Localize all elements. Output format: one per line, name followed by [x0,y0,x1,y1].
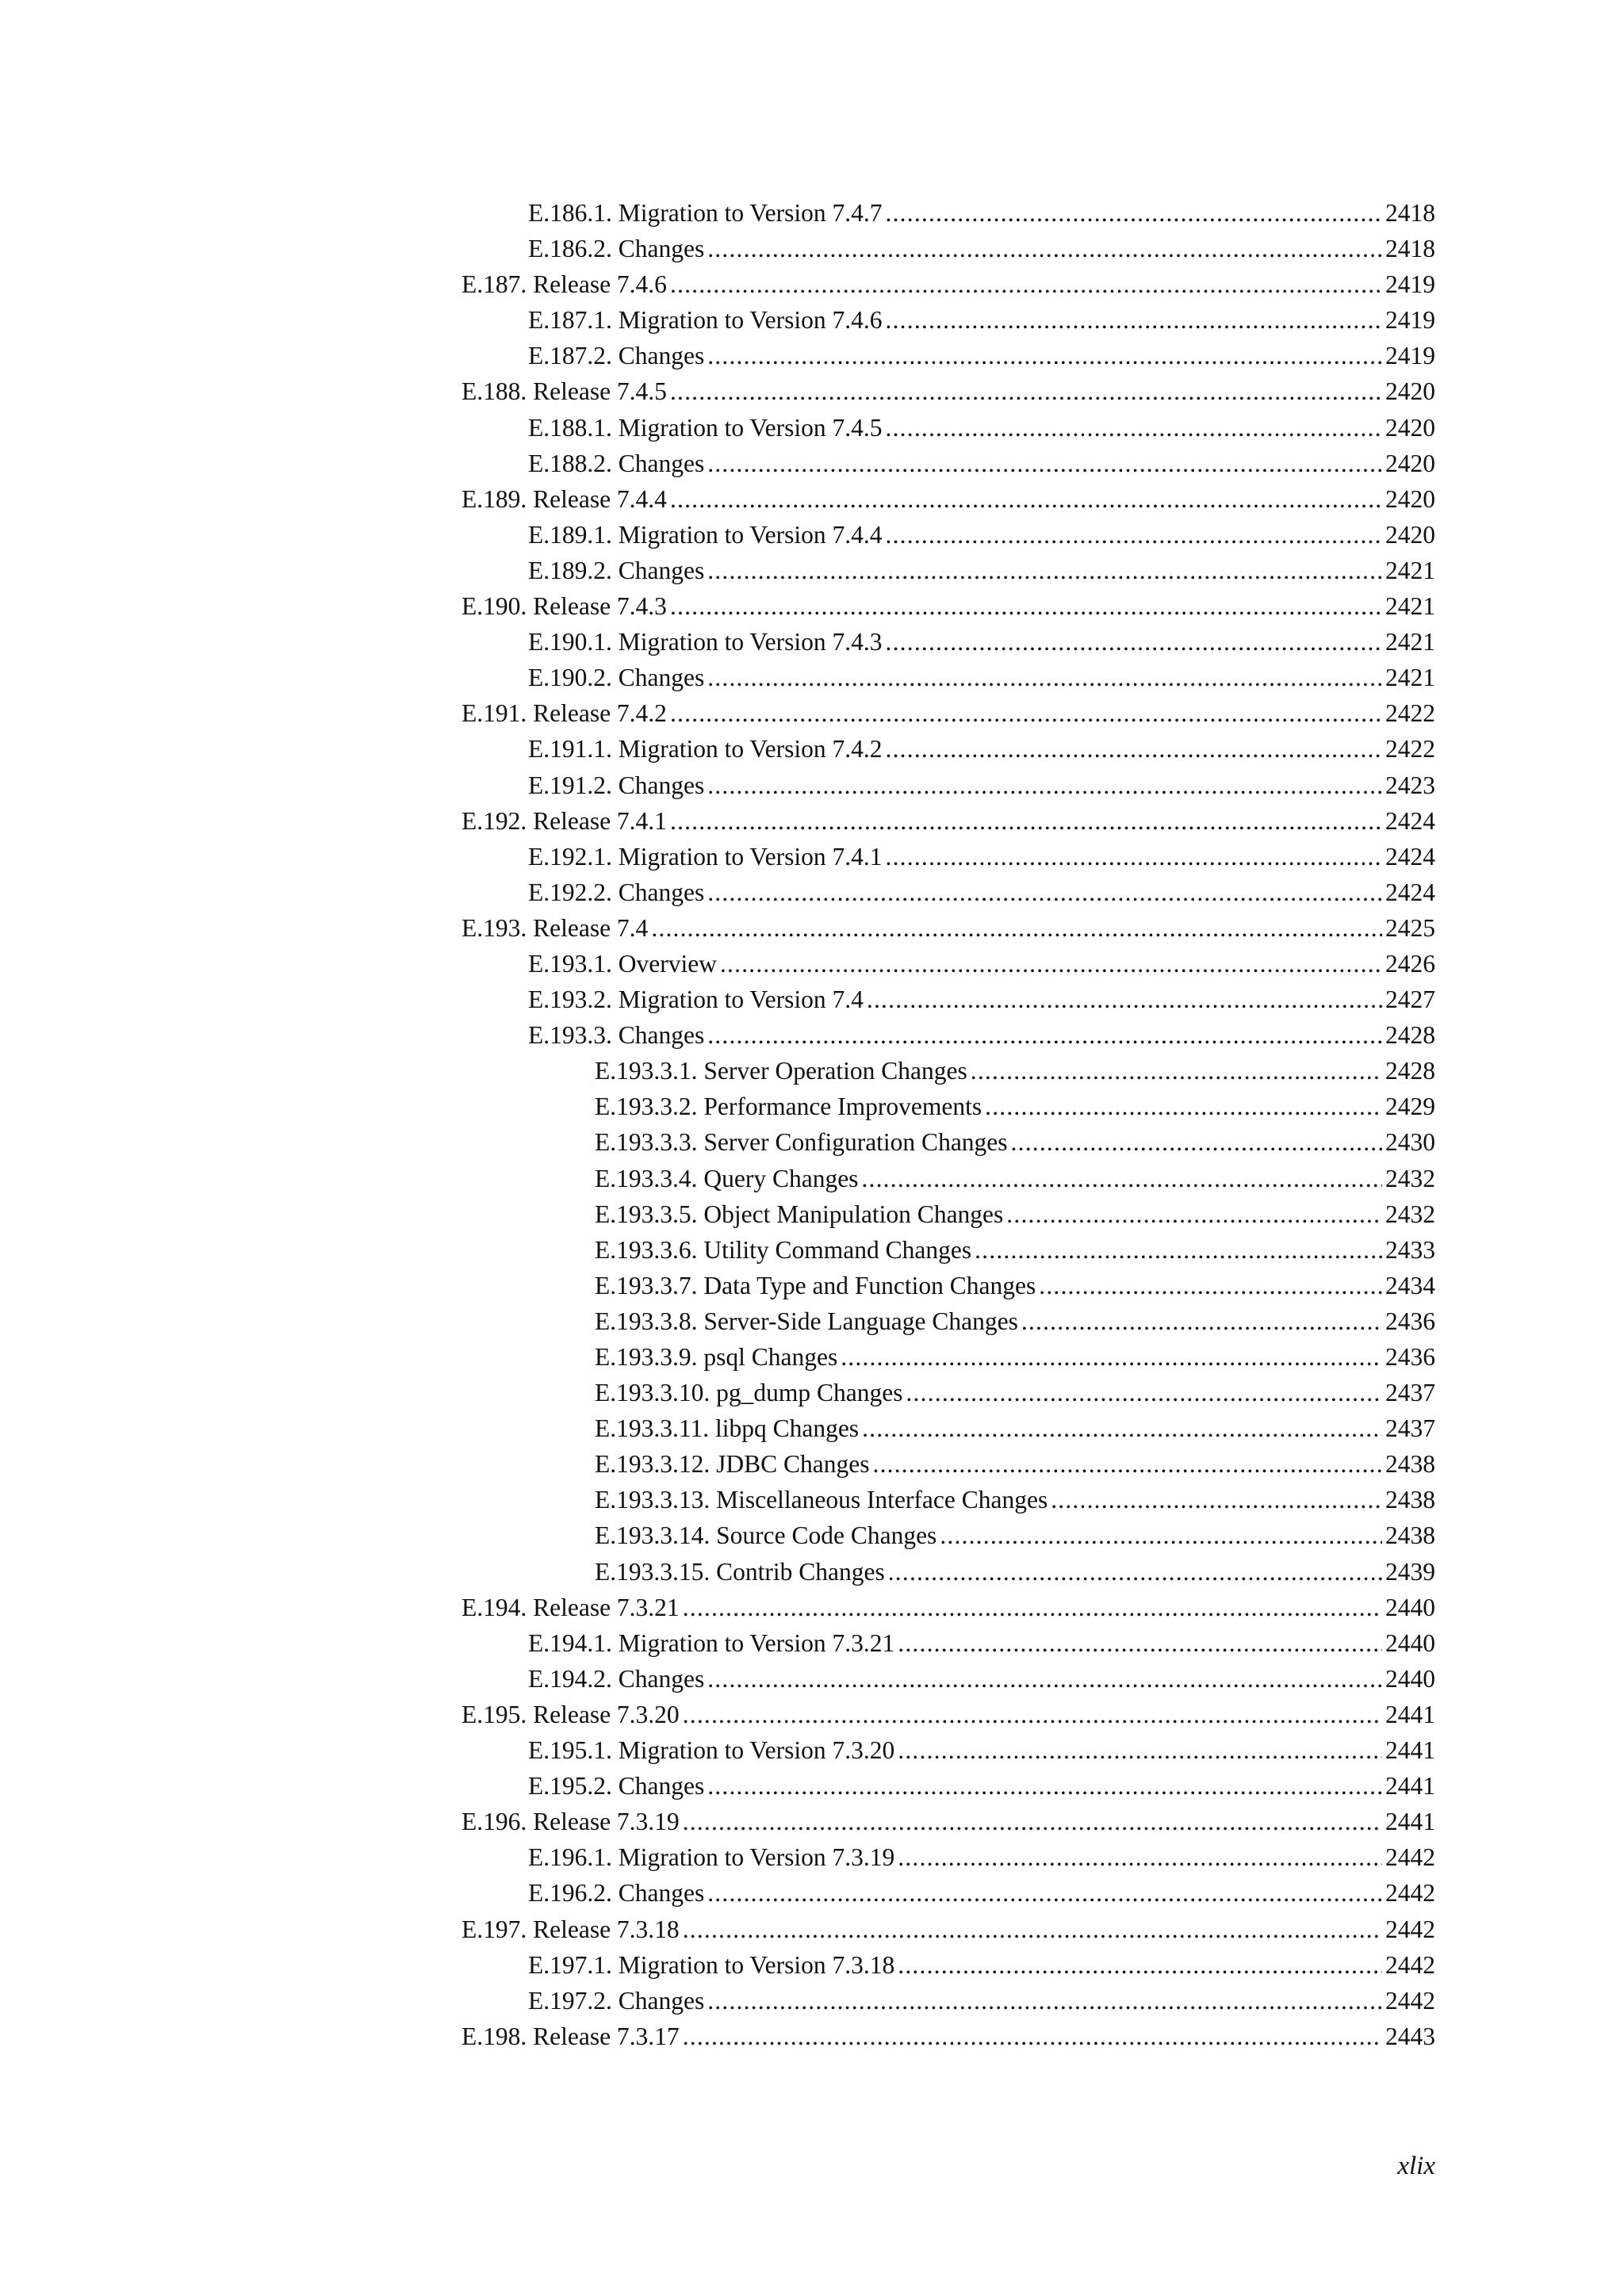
toc-entry-label: E.193.3.6. Utility Command Changes [595,1235,972,1264]
toc-entry[interactable] [462,1804,1435,1839]
toc-entry-page-number: 2424 [1385,878,1435,906]
toc-entry-page-number: 2427 [1385,985,1435,1014]
toc-entry-label: E.193.2. Migration to Version 7.4 [528,985,864,1014]
toc-entry-label: E.193.3.10. pg_dump Changes [595,1379,903,1407]
toc-entry[interactable] [462,302,1435,338]
toc-entry-page-number: 2421 [1385,556,1435,584]
dot-leader [651,910,1382,946]
toc-entry-label: E.194. Release 7.3.21 [462,1593,680,1621]
toc-entry-page-number: 2441 [1385,1772,1435,1800]
toc-entry[interactable] [462,231,1435,266]
toc-entry[interactable] [462,1911,1435,1947]
toc-entry-page-number: 2441 [1385,1700,1435,1728]
toc-entry-page-number: 2424 [1385,842,1435,871]
dot-leader [670,588,1382,624]
dot-leader [683,1697,1382,1732]
toc-entry-page-number: 2420 [1385,413,1435,442]
dot-leader [873,1446,1383,1482]
dot-leader [888,1554,1382,1590]
toc-entry-label: E.195.1. Migration to Version 7.3.20 [528,1736,895,1765]
toc-entry-page-number: 2436 [1385,1307,1435,1335]
dot-leader [707,553,1382,588]
toc-entry[interactable] [462,410,1435,446]
toc-entry-page-number: 2438 [1385,1450,1435,1479]
toc-entry-page-number: 2434 [1385,1271,1435,1299]
toc-entry-label: E.188. Release 7.4.5 [462,377,667,406]
toc-entry-page-number: 2428 [1385,1057,1435,1085]
toc-entry-label: E.193.3.14. Source Code Changes [595,1521,937,1550]
toc-entry-label: E.196.1. Migration to Version 7.3.19 [528,1843,895,1872]
dot-leader [670,266,1382,302]
dot-leader [886,731,1382,767]
toc-entry-label: E.193. Release 7.4 [462,913,649,942]
toc-entry-page-number: 2438 [1385,1486,1435,1514]
toc-entry[interactable] [462,767,1435,803]
toc-entry-page-number: 2423 [1385,771,1435,799]
page-number: xlix [1397,2152,1435,2180]
toc-entry[interactable] [462,660,1435,695]
dot-leader [886,302,1382,338]
toc-entry-page-number: 2443 [1385,2022,1435,2050]
toc-entry[interactable] [462,1410,1435,1446]
toc-entry[interactable] [462,1625,1435,1661]
toc-entry-page-number: 2425 [1385,913,1435,942]
toc-entry-page-number: 2424 [1385,806,1435,835]
dot-leader [898,1839,1382,1875]
toc-entry-label: E.197.2. Changes [528,1986,705,2015]
dot-leader [971,1053,1382,1089]
toc-entry[interactable] [462,338,1435,373]
toc-entry[interactable] [462,1697,1435,1732]
dot-leader [862,1410,1382,1446]
toc-entry-label: E.197. Release 7.3.18 [462,1915,680,1943]
dot-leader [707,446,1382,481]
dot-leader [707,1983,1382,2019]
dot-leader [841,1339,1382,1375]
dot-leader [1039,1268,1382,1303]
toc-entry-page-number: 2442 [1385,1950,1435,1979]
toc-entry-page-number: 2441 [1385,1808,1435,1836]
toc-entry-page-number: 2418 [1385,199,1435,227]
dot-leader [898,1625,1382,1661]
dot-leader [886,195,1382,231]
toc-entry[interactable] [462,982,1435,1017]
toc-entry-label: E.191.1. Migration to Version 7.4.2 [528,735,883,763]
toc-entry[interactable] [462,446,1435,481]
toc-entry[interactable] [462,1554,1435,1590]
dot-leader [707,874,1382,910]
toc-entry-page-number: 2420 [1385,484,1435,513]
toc-entry-page-number: 2418 [1385,235,1435,263]
dot-leader [707,1661,1382,1697]
toc-entry-page-number: 2429 [1385,1093,1435,1121]
dot-leader [1051,1482,1382,1517]
dot-leader [867,982,1382,1017]
toc-entry-label: E.190.1. Migration to Version 7.4.3 [528,628,883,656]
toc-entry-label: E.198. Release 7.3.17 [462,2022,680,2050]
toc-entry-label: E.187.1. Migration to Version 7.4.6 [528,306,883,335]
dot-leader [707,660,1382,695]
toc-entry[interactable] [462,1446,1435,1482]
toc-entry[interactable] [462,2019,1435,2054]
toc-entry[interactable] [462,1482,1435,1517]
table-of-contents [462,195,1435,2054]
toc-entry[interactable] [462,1303,1435,1339]
toc-entry[interactable] [462,910,1435,946]
toc-entry-page-number: 2442 [1385,1915,1435,1943]
toc-entry-label: E.193.3.8. Server-Side Language Changes [595,1307,1018,1335]
toc-entry-label: E.192.1. Migration to Version 7.4.1 [528,842,883,871]
toc-entry[interactable] [462,803,1435,839]
toc-entry-page-number: 2432 [1385,1200,1435,1228]
dot-leader [940,1517,1382,1553]
toc-entry[interactable] [462,1768,1435,1804]
toc-entry-page-number: 2419 [1385,306,1435,335]
toc-entry[interactable] [462,266,1435,302]
dot-leader [886,839,1382,874]
toc-entry-label: E.186.1. Migration to Version 7.4.7 [528,199,883,227]
toc-entry-label: E.196. Release 7.3.19 [462,1808,680,1836]
dot-leader [898,1947,1382,1983]
toc-entry-label: E.193.3. Changes [528,1021,705,1050]
dot-leader [886,517,1382,553]
toc-entry[interactable] [462,517,1435,553]
toc-entry-page-number: 2422 [1385,735,1435,763]
toc-entry[interactable] [462,1517,1435,1553]
toc-entry[interactable] [462,1839,1435,1875]
toc-entry[interactable] [462,1017,1435,1053]
toc-entry-label: E.194.2. Changes [528,1664,705,1693]
toc-entry[interactable] [462,373,1435,409]
toc-entry-page-number: 2442 [1385,1843,1435,1872]
toc-entry-page-number: 2421 [1385,628,1435,656]
toc-entry[interactable] [462,1124,1435,1160]
dot-leader [720,946,1382,982]
dot-leader [683,1590,1382,1625]
toc-entry[interactable] [462,695,1435,731]
toc-entry-label: E.189. Release 7.4.4 [462,484,667,513]
toc-entry-label: E.194.1. Migration to Version 7.3.21 [528,1628,895,1657]
toc-entry-label: E.193.3.4. Query Changes [595,1164,859,1192]
dot-leader [683,2019,1382,2054]
toc-entry-page-number: 2440 [1385,1664,1435,1693]
toc-entry[interactable] [462,1590,1435,1625]
toc-entry-label: E.192. Release 7.4.1 [462,806,667,835]
toc-entry[interactable] [462,1732,1435,1768]
toc-entry-label: E.196.2. Changes [528,1879,705,1908]
toc-entry[interactable] [462,1268,1435,1303]
toc-entry-label: E.187.2. Changes [528,342,705,370]
dot-leader [670,803,1382,839]
dot-leader [683,1911,1382,1947]
toc-entry-label: E.191.2. Changes [528,771,705,799]
toc-entry-page-number: 2421 [1385,664,1435,692]
dot-leader [707,338,1382,373]
toc-entry-label: E.190. Release 7.4.3 [462,592,667,621]
toc-entry-page-number: 2419 [1385,342,1435,370]
toc-entry-page-number: 2421 [1385,592,1435,621]
toc-entry-page-number: 2436 [1385,1343,1435,1371]
toc-entry-label: E.193.3.3. Server Configuration Changes [595,1128,1008,1157]
toc-entry-label: E.193.3.5. Object Manipulation Changes [595,1200,1004,1228]
dot-leader [906,1375,1382,1410]
toc-entry[interactable] [462,1339,1435,1375]
dot-leader [707,1875,1382,1911]
toc-entry[interactable] [462,1196,1435,1232]
toc-entry[interactable] [462,1232,1435,1268]
toc-entry-page-number: 2440 [1385,1628,1435,1657]
toc-entry[interactable] [462,195,1435,231]
toc-entry[interactable] [462,481,1435,517]
toc-entry[interactable] [462,1947,1435,1983]
dot-leader [670,481,1382,517]
toc-entry-label: E.193.1. Overview [528,949,717,978]
toc-entry-page-number: 2441 [1385,1736,1435,1765]
toc-entry-label: E.197.1. Migration to Version 7.3.18 [528,1950,895,1979]
toc-entry-label: E.192.2. Changes [528,878,705,906]
toc-entry-page-number: 2422 [1385,699,1435,728]
toc-entry[interactable] [462,553,1435,588]
toc-entry[interactable] [462,946,1435,982]
toc-entry-label: E.193.3.11. libpq Changes [595,1414,860,1443]
toc-entry-page-number: 2442 [1385,1879,1435,1908]
toc-entry-label: E.188.2. Changes [528,449,705,477]
toc-entry-page-number: 2437 [1385,1379,1435,1407]
toc-entry-page-number: 2428 [1385,1021,1435,1050]
toc-entry-page-number: 2426 [1385,949,1435,978]
toc-entry-label: E.195.2. Changes [528,1772,705,1800]
toc-entry-label: E.193.3.9. psql Changes [595,1343,838,1371]
dot-leader [1006,1196,1382,1232]
toc-entry-page-number: 2432 [1385,1164,1435,1192]
toc-entry[interactable] [462,1983,1435,2019]
toc-entry-label: E.195. Release 7.3.20 [462,1700,680,1728]
dot-leader [898,1732,1382,1768]
dot-leader [886,410,1382,446]
toc-entry[interactable] [462,1053,1435,1089]
toc-entry-label: E.193.3.12. JDBC Changes [595,1450,870,1479]
toc-entry[interactable] [462,1161,1435,1196]
toc-entry[interactable] [462,1661,1435,1697]
toc-entry-label: E.188.1. Migration to Version 7.4.5 [528,413,883,442]
toc-entry-label: E.193.3.7. Data Type and Function Changes [595,1271,1036,1299]
toc-entry[interactable] [462,1375,1435,1410]
toc-entry[interactable] [462,874,1435,910]
toc-entry-page-number: 2433 [1385,1235,1435,1264]
toc-entry-page-number: 2430 [1385,1128,1435,1157]
toc-entry-page-number: 2419 [1385,270,1435,299]
toc-entry[interactable] [462,624,1435,660]
toc-entry[interactable] [462,839,1435,874]
dot-leader [1021,1303,1382,1339]
toc-entry-page-number: 2439 [1385,1557,1435,1586]
toc-entry-page-number: 2438 [1385,1521,1435,1550]
dot-leader [1011,1124,1382,1160]
toc-entry-page-number: 2420 [1385,449,1435,477]
dot-leader [670,695,1382,731]
toc-entry[interactable] [462,731,1435,767]
dot-leader [707,1768,1382,1804]
toc-entry-page-number: 2442 [1385,1986,1435,2015]
dot-leader [707,1017,1382,1053]
toc-entry[interactable] [462,1089,1435,1124]
dot-leader [683,1804,1382,1839]
dot-leader [886,624,1382,660]
toc-entry-label: E.193.3.1. Server Operation Changes [595,1057,967,1085]
toc-entry[interactable] [462,1875,1435,1911]
toc-entry-label: E.191. Release 7.4.2 [462,699,667,728]
dot-leader [670,373,1382,409]
dot-leader [985,1089,1382,1124]
toc-entry-label: E.189.1. Migration to Version 7.4.4 [528,520,883,549]
toc-entry-page-number: 2420 [1385,377,1435,406]
toc-entry-label: E.193.3.2. Performance Improvements [595,1093,982,1121]
toc-entry-page-number: 2440 [1385,1593,1435,1621]
dot-leader [861,1161,1382,1196]
toc-entry-label: E.187. Release 7.4.6 [462,270,667,299]
toc-entry-label: E.186.2. Changes [528,235,705,263]
toc-entry-page-number: 2437 [1385,1414,1435,1443]
toc-entry-label: E.190.2. Changes [528,664,705,692]
toc-entry-label: E.193.3.13. Miscellaneous Interface Changes [595,1486,1048,1514]
toc-entry[interactable] [462,588,1435,624]
toc-entry-label: E.189.2. Changes [528,556,705,584]
dot-leader [707,767,1382,803]
dot-leader [975,1232,1382,1268]
toc-entry-label: E.193.3.15. Contrib Changes [595,1557,885,1586]
toc-entry-page-number: 2420 [1385,520,1435,549]
dot-leader [707,231,1382,266]
